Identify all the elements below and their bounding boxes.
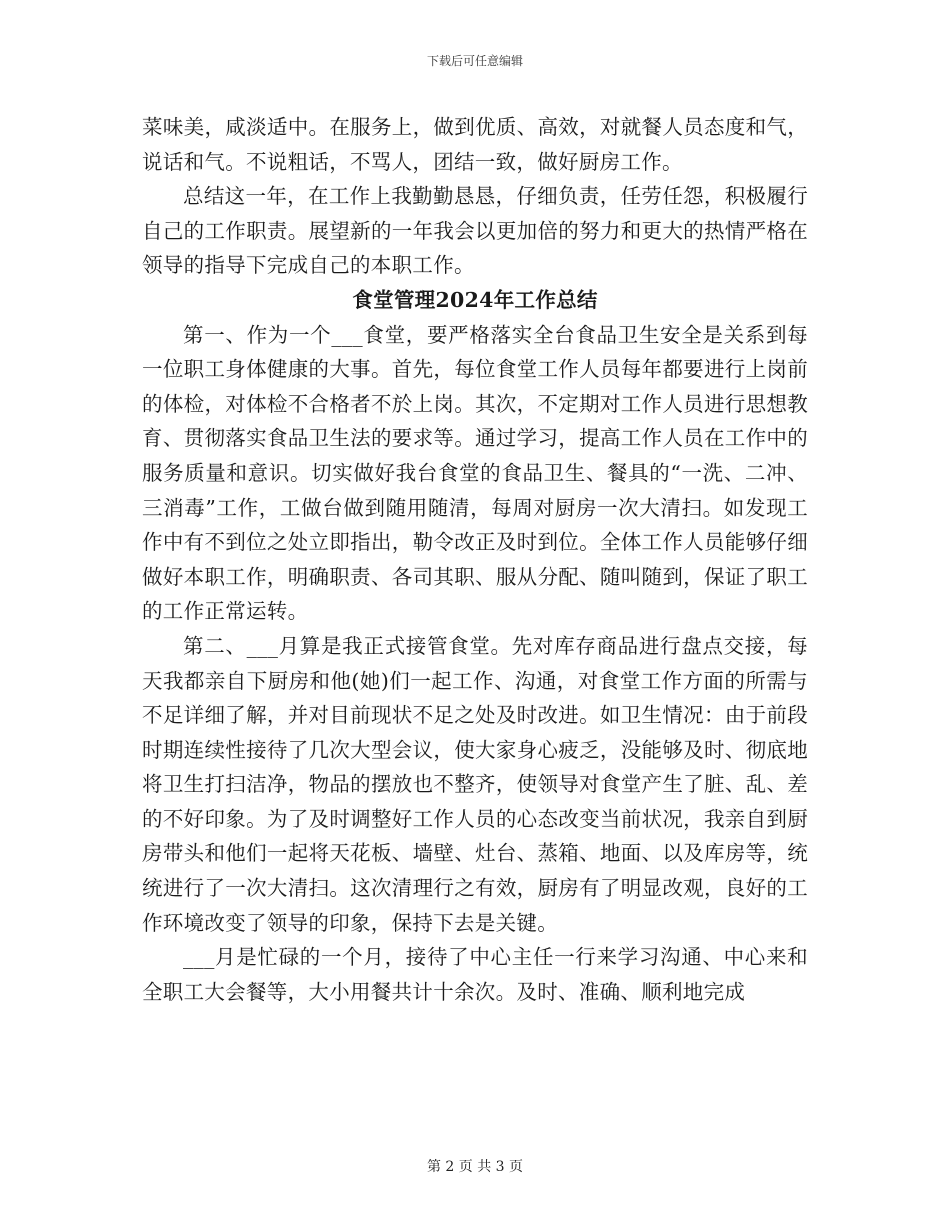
- paragraph-1: 菜味美，咸淡适中。在服务上，做到优质、高效，对就餐人员态度和气，说话和气。不说粗话，不骂人，团结一致，做好厨房工作。: [142, 115, 808, 174]
- page-footer: 第 2 页 共 3 页: [426, 1159, 524, 1175]
- paragraph-4: 第二、___月算是我正式接管食堂。先对库存商品进行盘点交接，每天我都亲自下厨房和他(她)们一起工作、沟通，对食堂工作方面的所需与不足详细了解，并对目前现状不足之处及时改进。如卫生情况：由于前段时期连续性接待了几次大型会议，使大家身心疲乏，没能够及时、彻底地将卫生打扫洁净，物品的摆放也不整齐，使领导对食堂产生了脏、乱、差的不好印象。为了及时调整好工作人员的心态改变当前状况，我亲自到厨房带头和他们一起将天花板、墙壁、灶台、蒸箱、地面、以及库房等，统统进行了一次大清扫。这次清理行之有效，厨房有了明显改观，良好的工作环境改变了领导的印象，保持下去是关键。: [142, 633, 808, 935]
- paragraph-3: 第一、作为一个___食堂，要严格落实全台食品卫生安全是关系到每一位职工身体健康的大事。首先，每位食堂工作人员每年都要进行上岗前的体检，对体检不合格者不於上岗。其次，不定期对工作人员进行思想教育、贯彻落实食品卫生法的要求等。通过学习，提高工作人员在工作中的服务质量和意识。切实做好我台食堂的食品卫生、餐具的“一洗、二冲、三消毒”工作，工做台做到随用随清，每周对厨房一次大清扫。如发现工作中有不到位之处立即指出，勒令改正及时到位。全体工作人员能够仔细做好本职工作，明确职责、各司其职、服从分配、随叫随到，保证了职工的工作正常运转。: [142, 322, 808, 624]
- section-title: 食堂管理2024年工作总结: [352, 287, 598, 312]
- document-body: [142, 110, 808, 1009]
- page-header: 下载后可任意编辑: [426, 54, 523, 68]
- paragraph-5: ___月是忙碌的一个月，接待了中心主任一行来学习沟通、中心来和全职工大会餐等，大小用餐共计十余次。及时、准确、顺利地完成: [142, 945, 808, 1004]
- paragraph-2: 总结这一年，在工作上我勤勤恳恳，仔细负责，任劳任怨，积极履行自己的工作职责。展望新的一年我会以更加倍的努力和更大的热情严格在领导的指导下完成自己的本职工作。: [142, 184, 808, 278]
